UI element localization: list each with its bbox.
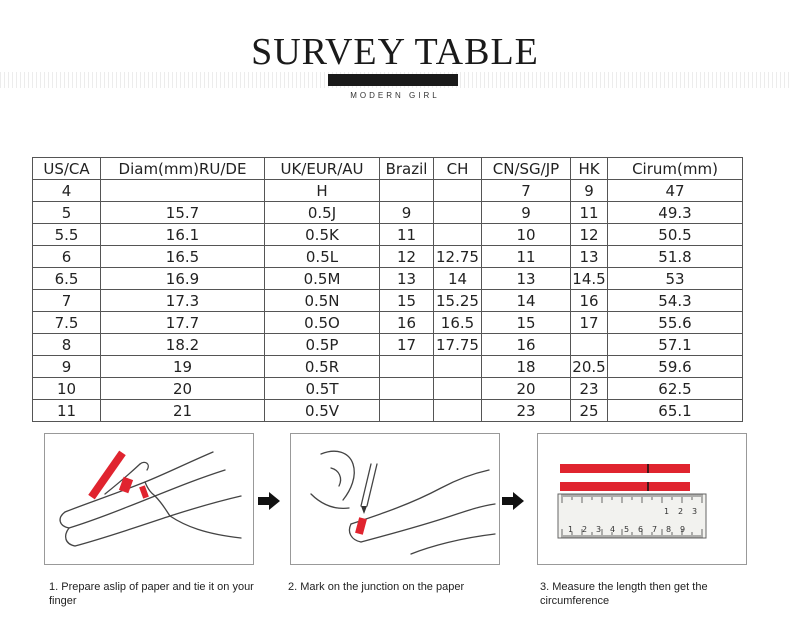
table-cell: 16.1 bbox=[101, 224, 265, 246]
paper-strip-bottom bbox=[560, 482, 690, 491]
table-cell: 53 bbox=[608, 268, 743, 290]
table-row bbox=[33, 400, 743, 422]
table-row bbox=[33, 312, 743, 334]
table-cell: 5.5 bbox=[33, 224, 101, 246]
table-cell: 17 bbox=[571, 312, 608, 334]
table-row bbox=[33, 356, 743, 378]
table-cell: 12.75 bbox=[434, 246, 482, 268]
column-header: Cirum(mm) bbox=[608, 158, 743, 180]
table-cell: 9 bbox=[571, 180, 608, 202]
page-title: SURVEY TABLE bbox=[251, 31, 539, 73]
table-cell: 20 bbox=[101, 378, 265, 400]
table-cell: 11 bbox=[380, 224, 434, 246]
table-row bbox=[33, 378, 743, 400]
ring-size-table bbox=[32, 157, 743, 422]
column-header: Diam(mm)RU/DE bbox=[101, 158, 265, 180]
table-cell: 10 bbox=[482, 224, 571, 246]
ruler-label: 9 bbox=[680, 525, 686, 534]
table-cell: 6.5 bbox=[33, 268, 101, 290]
step-3-illustration bbox=[537, 433, 747, 565]
ruler-label: 5 bbox=[624, 525, 630, 534]
table-cell: 21 bbox=[101, 400, 265, 422]
column-header: Brazil bbox=[380, 158, 434, 180]
table-cell: 4 bbox=[33, 180, 101, 202]
table-cell bbox=[434, 180, 482, 202]
table-cell bbox=[571, 334, 608, 356]
table-cell: 7.5 bbox=[33, 312, 101, 334]
table-cell bbox=[380, 356, 434, 378]
table-cell: 0.5V bbox=[265, 400, 380, 422]
table-row bbox=[33, 246, 743, 268]
ruler-label: 2 bbox=[678, 507, 684, 516]
column-header: CH bbox=[434, 158, 482, 180]
table-cell: 59.6 bbox=[608, 356, 743, 378]
table-cell: 50.5 bbox=[608, 224, 743, 246]
arrow-right-icon bbox=[258, 492, 280, 510]
table-cell: 16 bbox=[380, 312, 434, 334]
table-cell: 23 bbox=[571, 378, 608, 400]
table-cell: 0.5J bbox=[265, 202, 380, 224]
table-cell: 11 bbox=[571, 202, 608, 224]
table-cell: 10 bbox=[33, 378, 101, 400]
table-cell: 0.5M bbox=[265, 268, 380, 290]
table-cell: H bbox=[265, 180, 380, 202]
table-cell: 16.5 bbox=[434, 312, 482, 334]
table-cell: 14 bbox=[482, 290, 571, 312]
table-cell: 23 bbox=[482, 400, 571, 422]
table-cell: 0.5T bbox=[265, 378, 380, 400]
table-cell: 15.25 bbox=[434, 290, 482, 312]
table-cell: 17.3 bbox=[101, 290, 265, 312]
table-cell bbox=[434, 400, 482, 422]
ruler-label: 7 bbox=[652, 525, 658, 534]
table-row bbox=[33, 334, 743, 356]
table-cell: 9 bbox=[380, 202, 434, 224]
table-cell: 65.1 bbox=[608, 400, 743, 422]
table-cell bbox=[434, 378, 482, 400]
table-cell bbox=[434, 356, 482, 378]
table-cell: 11 bbox=[33, 400, 101, 422]
table-cell: 0.5R bbox=[265, 356, 380, 378]
column-header: CN/SG/JP bbox=[482, 158, 571, 180]
table-row bbox=[33, 224, 743, 246]
ruler-label: 6 bbox=[638, 525, 644, 534]
step-2-illustration bbox=[290, 433, 500, 565]
table-cell: 7 bbox=[482, 180, 571, 202]
table-cell: 18 bbox=[482, 356, 571, 378]
table-cell: 16 bbox=[482, 334, 571, 356]
table-cell: 0.5L bbox=[265, 246, 380, 268]
step-3-caption: 3. Measure the length then get the circumference bbox=[540, 581, 708, 607]
table-cell: 18.2 bbox=[101, 334, 265, 356]
table-cell: 15 bbox=[380, 290, 434, 312]
step-1-caption: 1. Prepare aslip of paper and tie it on your finger bbox=[49, 581, 254, 607]
arrow-right-icon bbox=[502, 492, 524, 510]
table-cell: 12 bbox=[571, 224, 608, 246]
step-2-caption: 2. Mark on the junction on the paper bbox=[288, 581, 465, 593]
column-header: HK bbox=[571, 158, 608, 180]
table-cell: 9 bbox=[482, 202, 571, 224]
table-cell: 51.8 bbox=[608, 246, 743, 268]
table-row bbox=[33, 268, 743, 290]
table-row bbox=[33, 202, 743, 224]
table-cell: 62.5 bbox=[608, 378, 743, 400]
ruler-label: 3 bbox=[692, 507, 698, 516]
table-cell: 13 bbox=[482, 268, 571, 290]
table-cell: 9 bbox=[33, 356, 101, 378]
table-cell: 49.3 bbox=[608, 202, 743, 224]
table-cell: 12 bbox=[380, 246, 434, 268]
table-cell: 57.1 bbox=[608, 334, 743, 356]
table-cell bbox=[434, 224, 482, 246]
table-cell: 0.5N bbox=[265, 290, 380, 312]
table-cell: 55.6 bbox=[608, 312, 743, 334]
table-cell: 15.7 bbox=[101, 202, 265, 224]
table-cell bbox=[380, 378, 434, 400]
hand-with-paper-strip-icon bbox=[45, 434, 253, 564]
pen-marking-strip-icon bbox=[291, 434, 499, 564]
table-cell: 25 bbox=[571, 400, 608, 422]
table-cell: 17.7 bbox=[101, 312, 265, 334]
ruler-measure-icon bbox=[538, 434, 746, 564]
table-cell bbox=[434, 202, 482, 224]
ruler-label: 2 bbox=[582, 525, 588, 534]
ruler-label: 1 bbox=[568, 525, 574, 534]
table-cell: 11 bbox=[482, 246, 571, 268]
column-header: US/CA bbox=[33, 158, 101, 180]
table-cell: 5 bbox=[33, 202, 101, 224]
table-header-row bbox=[33, 158, 743, 180]
table-cell bbox=[380, 180, 434, 202]
table-cell: 14.5 bbox=[572, 269, 606, 288]
table-cell: 16.5 bbox=[101, 246, 265, 268]
table-cell: 16.9 bbox=[101, 268, 265, 290]
table-cell bbox=[101, 180, 265, 202]
table-cell bbox=[380, 400, 434, 422]
table-cell: 20 bbox=[482, 378, 571, 400]
ruler-label: 8 bbox=[666, 525, 672, 534]
ruler-label: 1 bbox=[664, 507, 670, 516]
table-cell: 8 bbox=[33, 334, 101, 356]
page-subtitle: MODERN GIRL bbox=[350, 91, 440, 100]
table-cell: 0.5O bbox=[265, 312, 380, 334]
table-cell: 13 bbox=[380, 268, 434, 290]
table-cell: 54.3 bbox=[608, 290, 743, 312]
column-header: UK/EUR/AU bbox=[265, 158, 380, 180]
table-cell: 0.5K bbox=[265, 224, 380, 246]
table-row bbox=[33, 290, 743, 312]
table-body bbox=[33, 180, 743, 422]
table-cell: 17 bbox=[380, 334, 434, 356]
table-cell: 14 bbox=[434, 268, 482, 290]
table-cell: 19 bbox=[101, 356, 265, 378]
table-cell: 20.5 bbox=[572, 357, 606, 376]
table-cell: 6 bbox=[33, 246, 101, 268]
paper-strip-top bbox=[560, 464, 690, 473]
title-underline-bar bbox=[328, 74, 458, 86]
table-cell: 0.5P bbox=[265, 334, 380, 356]
ruler-label: 3 bbox=[596, 525, 602, 534]
table-cell: 7 bbox=[33, 290, 101, 312]
table-cell: 16 bbox=[571, 290, 608, 312]
table-cell: 13 bbox=[571, 246, 608, 268]
table-row bbox=[33, 180, 743, 202]
step-1-illustration bbox=[44, 433, 254, 565]
ruler-label: 4 bbox=[610, 525, 616, 534]
table-cell: 47 bbox=[608, 180, 743, 202]
table-cell: 15 bbox=[482, 312, 571, 334]
table-cell: 17.75 bbox=[434, 334, 482, 356]
